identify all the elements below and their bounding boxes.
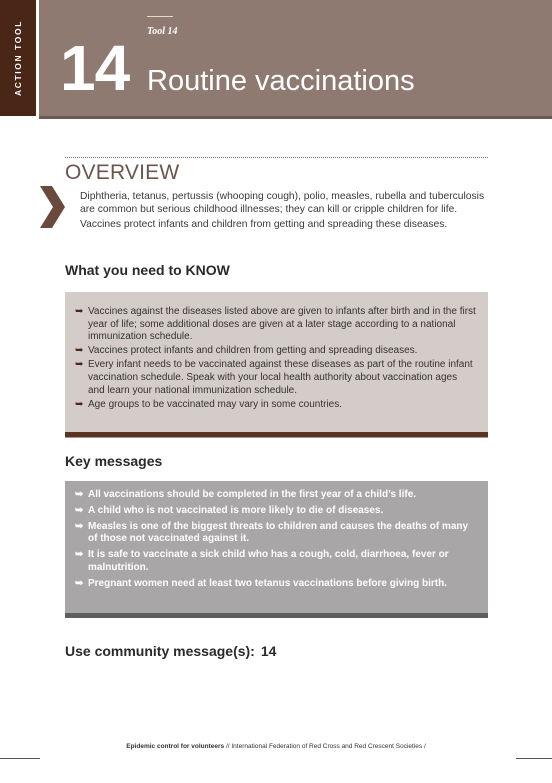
footer-title: Epidemic control for volunteers xyxy=(126,743,225,750)
know-item xyxy=(75,359,476,397)
overview-paragraph: Vaccines protect infants and children from getting and spreading these diseases. xyxy=(80,219,448,230)
key-message-text: Pregnant women need at least two tetanus vaccinations before giving birth. xyxy=(88,577,447,589)
arrow-bullet-icon: ➥ xyxy=(75,504,84,516)
key-message-text: Measles is one of the biggest threats to children and causes the deaths of many of those not vaccinated against it. xyxy=(88,520,469,545)
overview-divider xyxy=(65,157,488,158)
community-message-number: 14 xyxy=(260,643,277,659)
know-list xyxy=(65,292,488,411)
header-underline xyxy=(39,116,552,119)
know-item xyxy=(75,345,476,358)
know-box-bottom-rule xyxy=(65,437,488,438)
know-item xyxy=(75,399,476,412)
key-message-text: A child who is not vaccinated is more likely to die of diseases. xyxy=(88,504,384,516)
chevron-right-icon xyxy=(38,186,66,228)
key-message-item xyxy=(75,505,478,518)
know-item-text: Age groups to be vaccinated may vary in some countries. xyxy=(88,398,343,410)
footer-corner-rule-right xyxy=(516,758,552,759)
know-item xyxy=(75,306,476,344)
know-box xyxy=(65,292,488,432)
key-box-bottom-bar xyxy=(65,613,488,618)
page-title: Routine vaccinations xyxy=(147,65,415,97)
arrow-bullet-icon: ➥ xyxy=(75,577,84,589)
tool-number: 14 xyxy=(60,32,130,104)
arrow-bullet-icon: ➥ xyxy=(75,306,84,317)
tool-label: Tool 14 xyxy=(147,26,178,37)
key-messages-heading: Key messages xyxy=(65,453,163,469)
footer-org: // International Federation of Red Cross and Red Crescent Societies / xyxy=(224,743,426,750)
arrow-bullet-icon: ➥ xyxy=(75,359,84,371)
header-rule xyxy=(147,16,173,17)
know-heading: What you need to KNOW xyxy=(65,262,230,278)
key-message-item xyxy=(75,521,478,547)
key-messages-list xyxy=(65,481,488,591)
footer xyxy=(0,743,552,750)
side-tab xyxy=(0,0,36,116)
know-item-text: Vaccines against the diseases listed above are given to infants after birth and in the first year of life; some additional doses are given at a later stage according to a national immunization schedule. xyxy=(88,306,476,343)
key-message-item xyxy=(75,489,478,502)
community-message xyxy=(65,643,276,659)
key-message-item xyxy=(75,578,478,591)
arrow-bullet-icon: ➥ xyxy=(75,549,84,561)
arrow-bullet-icon: ➥ xyxy=(75,398,84,410)
key-messages-box xyxy=(65,481,488,613)
key-message-text: All vaccinations should be completed in the first year of a child’s life. xyxy=(88,489,417,500)
know-item-text: Vaccines protect infants and children from getting and spreading diseases. xyxy=(88,345,418,357)
overview-paragraph: Diphtheria, tetanus, pertussis (whooping cough), polio, measles, rubella and tuberculosis are common but serious childhood illnesses; they can kill or cripple children for life. xyxy=(80,191,485,215)
key-message-text: It is safe to vaccinate a sick child who has a cough, cold, diarrhoea, fever or malnutrition. xyxy=(88,549,449,573)
overview-heading: OVERVIEW xyxy=(65,161,180,184)
arrow-bullet-icon: ➥ xyxy=(75,520,84,532)
footer-corner-rule-left xyxy=(0,758,40,759)
side-tab-label: ACTION TOOL xyxy=(13,20,23,96)
know-item-text: Every infant needs to be vaccinated against these diseases as part of the routine infant vaccination schedule. Speak with your local health authority about vaccination ages and learn your national immunization schedule. xyxy=(88,359,473,396)
overview-text xyxy=(80,190,490,231)
arrow-bullet-icon: ➥ xyxy=(75,489,84,500)
community-message-label: Use community message(s): xyxy=(65,643,255,659)
arrow-bullet-icon: ➥ xyxy=(75,345,84,357)
key-message-item xyxy=(75,549,478,575)
